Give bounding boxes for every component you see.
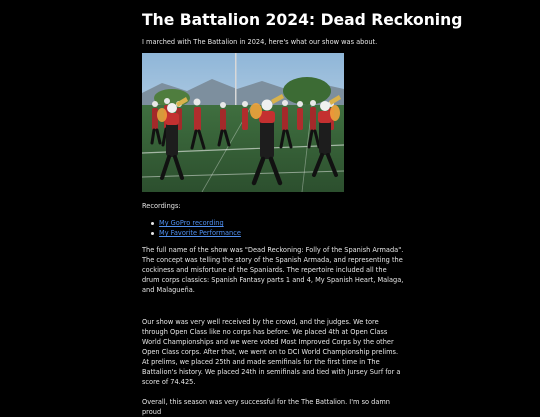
summary-paragraph: Overall, this season was very successful for the The Battalion. I'm so damn proud xyxy=(142,398,390,416)
list-item xyxy=(150,228,241,238)
show-description-paragraph: The full name of the show was "Dead Reckoning: Folly of the Spanish Armada". The concept was telling the story of the Spanish Armada, and representing the cockiness and misfortune of the Spaniards. The repertoire included all the drum corps classics: Spanish Fantasy parts 1 and 4, My Spanish Heart, Malaga, and Malagueña. xyxy=(142,246,404,294)
intro-text: I marched with The Battalion in 2024, here's what our show was about. xyxy=(142,38,378,46)
list-item xyxy=(150,218,241,228)
results-paragraph: Our show was very well received by the crowd, and the judges. We tore through Open Class like no corps has before. We placed 4th at Open Class World Championships and we were voted Most Improved Corps by the other Open Class corps. After that, we went on to DCI World Championship prelims. At prelims, we placed 25th and made semifinals for the first time in The Battalion's history. We placed 24th in semifinals and tied with Jursey Surf for a score of 74.425. xyxy=(142,318,401,386)
recordings-list xyxy=(150,218,241,238)
gopro-recording-link[interactable]: My GoPro recording xyxy=(159,219,224,227)
recordings-label: Recordings: xyxy=(142,202,181,210)
page-title: The Battalion 2024: Dead Reckoning xyxy=(142,11,463,29)
favorite-performance-link[interactable]: My Favorite Performance xyxy=(159,229,241,237)
marching-band-photo xyxy=(142,53,344,192)
